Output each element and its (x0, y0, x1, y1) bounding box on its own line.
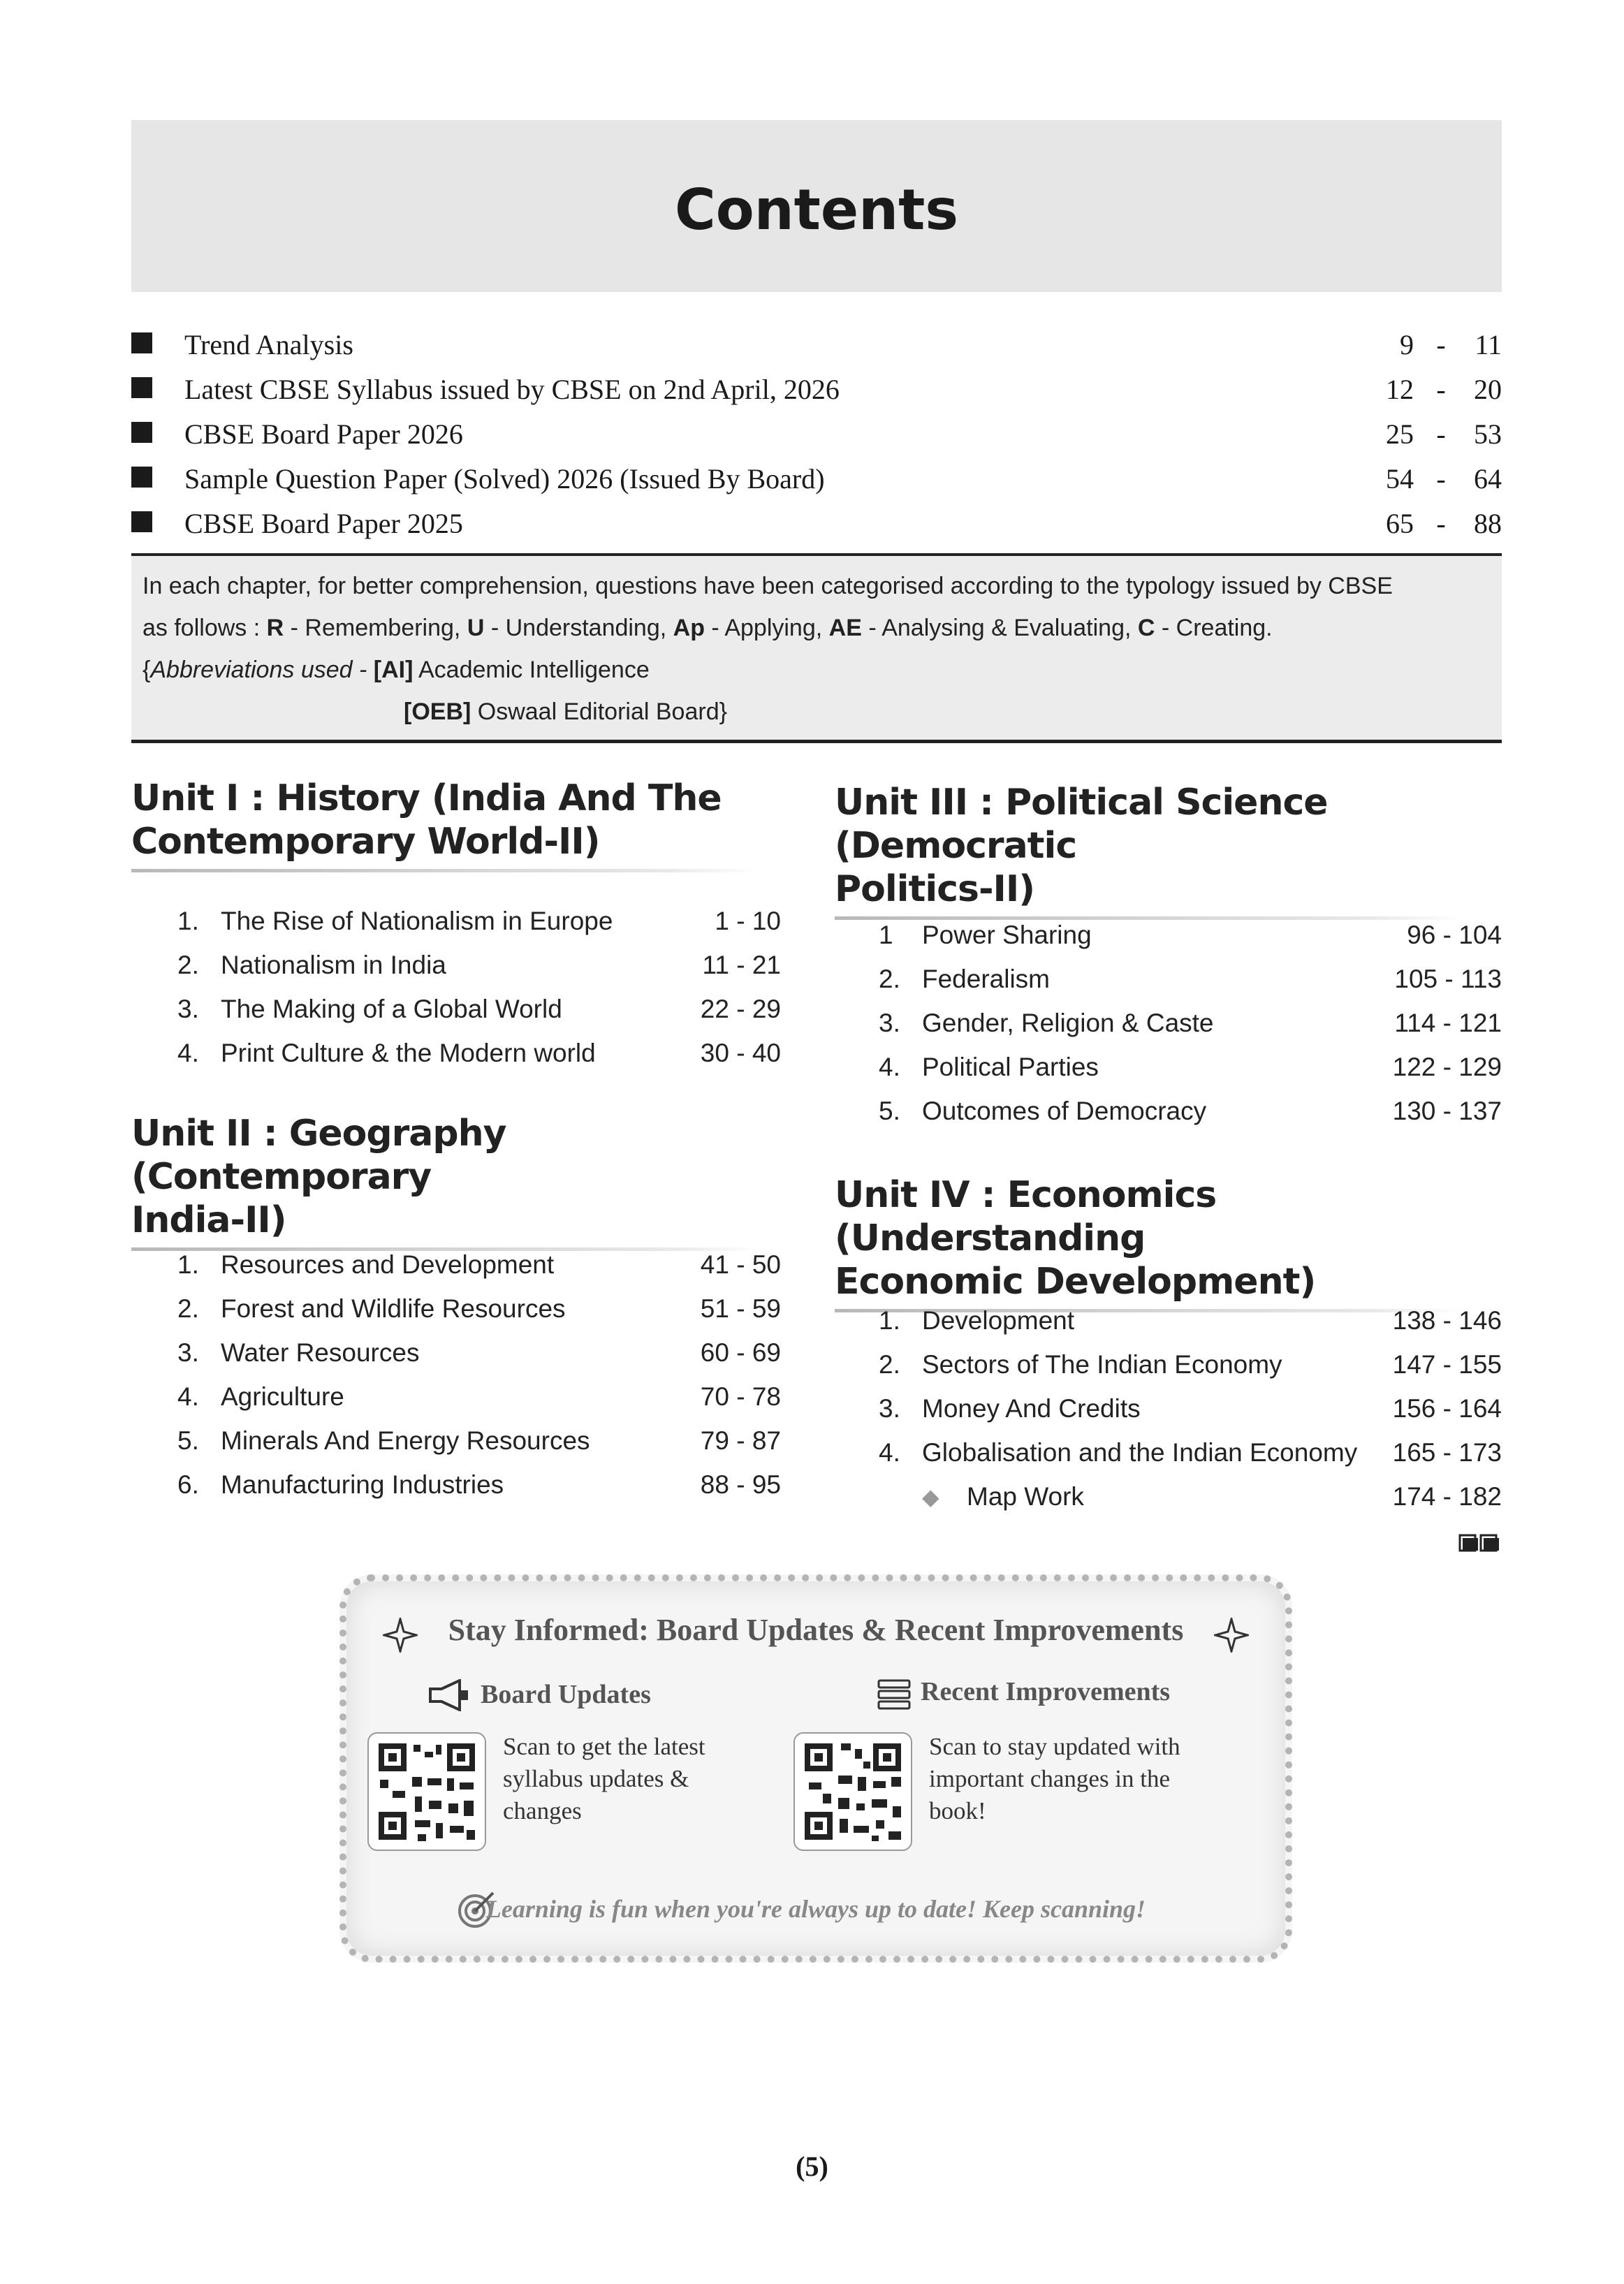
chapter-row[interactable]: 5. Minerals And Energy Resources 79 - 87 (177, 1426, 781, 1455)
unit-heading: Unit I : History (India And The Contemporary World-II) (131, 777, 722, 863)
page-to: 20 (1474, 374, 1502, 405)
unit-3-section (835, 781, 1463, 920)
map-work-row[interactable]: ◆ Map Work 174 - 182 (922, 1482, 1502, 1511)
chapter-row[interactable]: 4. Globalisation and the Indian Economy 165 - 173 (879, 1438, 1502, 1467)
page-to: 53 (1474, 418, 1502, 450)
chapter-row[interactable]: 3. Water Resources 60 - 69 (177, 1338, 781, 1367)
recent-improvements-text: Scan to stay updated with important changes in the book! (929, 1733, 1180, 1824)
note-line-2: as follows : R - Remembering, U - Understanding, Ap - Applying, AE - Analysing & Evaluating, C - Creating. (142, 615, 1273, 641)
square-bullet-icon (131, 511, 152, 532)
list-item[interactable] (131, 503, 1502, 548)
chapter-row[interactable]: 2. Forest and Wildlife Resources 51 - 59 (177, 1294, 781, 1323)
item-label: Latest CBSE Syllabus issued by CBSE on 2nd April, 2026 (184, 374, 840, 405)
note-line-1: In each chapter, for better comprehension, questions have been categorised according to the typology issued by CBSE (142, 573, 1393, 599)
typology-note (131, 553, 1502, 743)
chapter-row[interactable]: 2. Federalism 105 - 113 (879, 965, 1502, 993)
chapter-row[interactable]: 3. The Making of a Global World 22 - 29 (177, 995, 781, 1023)
unit-1-section (131, 777, 760, 872)
note-line-4: [OEB] Oswaal Editorial Board} (404, 698, 727, 725)
chapter-row[interactable]: 4. Print Culture & the Modern world 30 - 40 (177, 1039, 781, 1067)
recent-improvements-label: Recent Improvements (921, 1677, 1171, 1706)
unit-1-chapters (177, 907, 781, 1088)
chapter-row[interactable]: 4. Political Parties 122 - 129 (879, 1053, 1502, 1081)
range-dash: - (1436, 374, 1446, 405)
unit-2-chapters (177, 1250, 781, 1516)
note-line-3: {Abbreviations used - [AI] Academic Intelligence (142, 657, 650, 683)
square-bullet-icon (131, 467, 152, 488)
range-dash: - (1436, 463, 1446, 495)
page-from: 25 (1386, 418, 1414, 450)
unit-heading: Unit II : Geography (Contemporary India-II) (131, 1113, 506, 1241)
page-title: Contents (675, 177, 958, 242)
chapter-row[interactable]: 4. Agriculture 70 - 78 (177, 1382, 781, 1411)
unit-4-section (835, 1173, 1463, 1312)
page-from: 54 (1386, 463, 1414, 495)
list-item[interactable] (131, 458, 1502, 503)
page-number: (5) (796, 2151, 828, 2182)
board-updates-label: Board Updates (481, 1680, 651, 1709)
board-updates-text: Scan to get the latest syllabus updates & changes (503, 1733, 705, 1824)
end-of-list-icon (1458, 1534, 1500, 1552)
megaphone-icon (426, 1679, 471, 1711)
list-item[interactable] (131, 324, 1502, 369)
unit-heading: Unit III : Political Science (Democratic Politics-II) (835, 782, 1328, 910)
unit-3-chapters (879, 921, 1502, 1144)
square-bullet-icon (131, 422, 152, 443)
front-matter-list (131, 324, 1502, 548)
contents-header (131, 120, 1502, 292)
unit-heading: Unit IV : Economics (Understanding Economic Development) (835, 1174, 1316, 1303)
item-label: Trend Analysis (184, 329, 353, 360)
heading-divider (835, 916, 1463, 920)
page-from: 12 (1386, 374, 1414, 405)
chapter-row[interactable]: 2. Sectors of The Indian Economy 147 - 155 (879, 1350, 1502, 1379)
range-dash: - (1436, 418, 1446, 450)
page-to: 11 (1475, 329, 1502, 360)
chapter-row[interactable]: 3. Money And Credits 156 - 164 (879, 1394, 1502, 1423)
chapter-row[interactable]: 2. Nationalism in India 11 - 21 (177, 951, 781, 979)
chapter-row[interactable]: 3. Gender, Religion & Caste 114 - 121 (879, 1009, 1502, 1037)
page-to: 64 (1474, 463, 1502, 495)
qr-section-title: Stay Informed: Board Updates & Recent Improvements (448, 1613, 1184, 1647)
chapter-row[interactable]: 5. Outcomes of Democracy 130 - 137 (879, 1097, 1502, 1125)
item-label: CBSE Board Paper 2026 (184, 418, 463, 450)
chapter-row[interactable]: 1. Development 138 - 146 (879, 1306, 1502, 1335)
unit-2-section (131, 1112, 760, 1251)
page-to: 88 (1474, 508, 1502, 539)
page-from: 65 (1386, 508, 1414, 539)
heading-divider (131, 869, 760, 872)
unit-4-chapters (879, 1306, 1502, 1537)
books-icon (876, 1678, 912, 1713)
list-item[interactable] (131, 369, 1502, 413)
stay-informed-box (339, 1574, 1292, 1963)
page-from: 9 (1400, 329, 1414, 360)
square-bullet-icon (131, 377, 152, 398)
recent-improvements-qr[interactable] (793, 1732, 912, 1851)
qr-footer-note: Learning is fun when you're always up to date! Keep scanning! (485, 1895, 1146, 1923)
item-label: Sample Question Paper (Solved) 2026 (Issued By Board) (184, 463, 825, 495)
range-dash: - (1436, 508, 1446, 539)
chapter-row[interactable]: 1. The Rise of Nationalism in Europe 1 - 10 (177, 907, 781, 935)
diamond-icon: ◆ (922, 1484, 939, 1509)
sparkle-icon (1214, 1618, 1249, 1653)
item-label: CBSE Board Paper 2025 (184, 508, 463, 539)
chapter-row[interactable]: 1. Resources and Development 41 - 50 (177, 1250, 781, 1279)
range-dash: - (1436, 329, 1446, 360)
chapter-row[interactable]: 1 Power Sharing 96 - 104 (879, 921, 1502, 949)
list-item[interactable] (131, 413, 1502, 458)
chapter-row[interactable]: 6. Manufacturing Industries 88 - 95 (177, 1470, 781, 1499)
square-bullet-icon (131, 332, 152, 353)
board-updates-qr[interactable] (367, 1732, 486, 1851)
